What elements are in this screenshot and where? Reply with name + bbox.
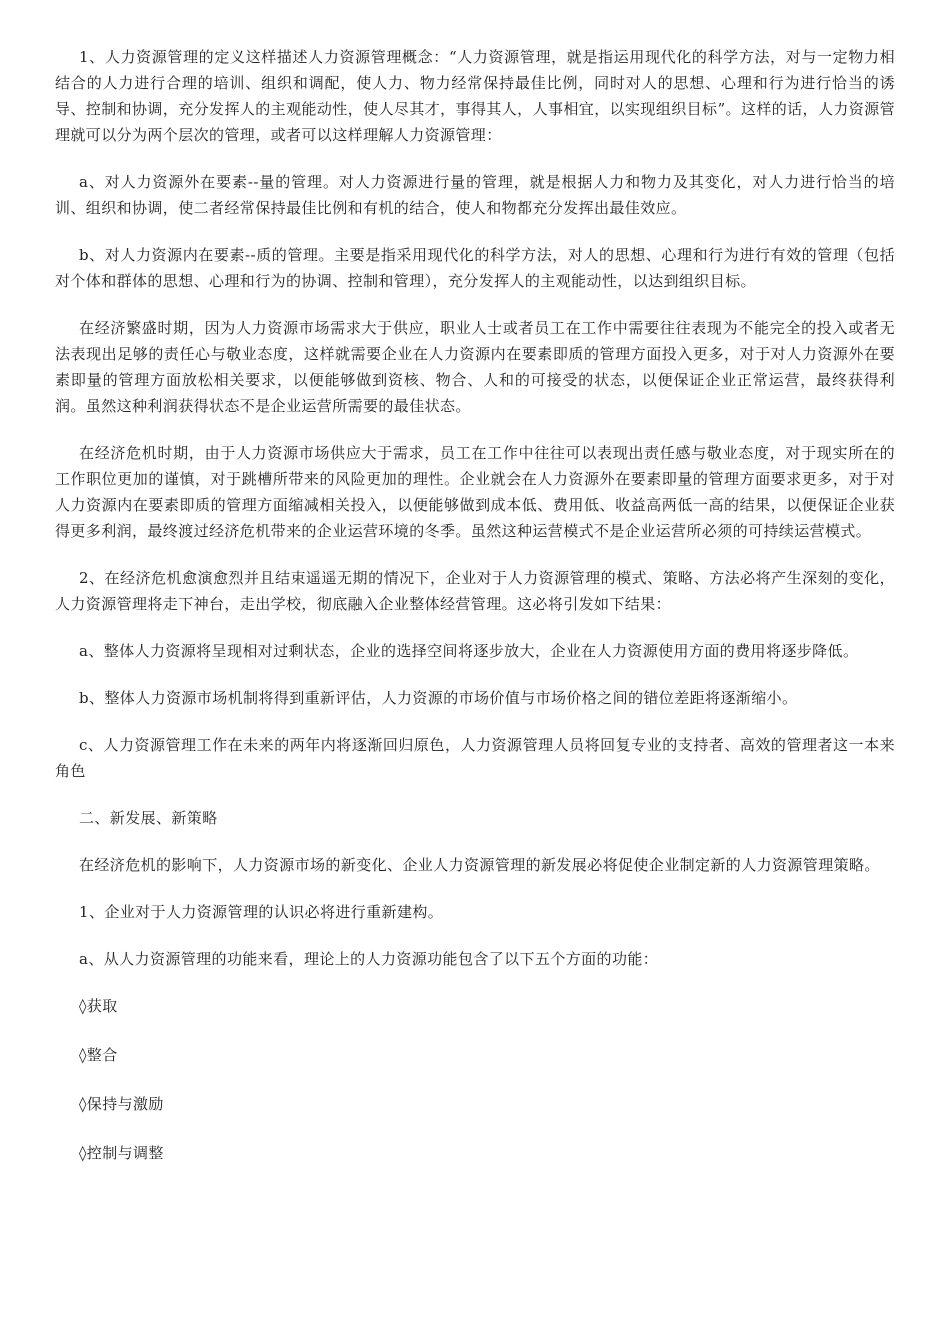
document-page <box>55 44 895 1189</box>
paragraph-functions: a、从人力资源管理的功能来看，理论上的人力资源功能包含了以下五个方面的功能： <box>79 950 659 968</box>
paragraph-quantity-management: a、对人力资源外在要素--量的管理。对人力资源进行量的管理，就是根据人力和物力及其变化，对人力进行恰当的培训、组织和协调，使二者经常保持最佳比例和有机的结合，使人和物都充分发挥出最佳效应。 <box>55 173 895 217</box>
list-item-integrate: ◊整合 <box>79 1046 118 1064</box>
paragraph-reconstruct: 1、企业对于人力资源管理的认识必将进行重新建构。 <box>79 903 444 921</box>
paragraph-crisis-period: 在经济危机时期，由于人力资源市场供应大于需求，员工在工作中往往可以表现出责任感与敬业态度，对于现实所在的工作职位更加的谨慎，对于跳槽所带来的风险更加的理性。企业就会在人力资源外在要素即量的管理方面要求更多，对于对人力资源内在要素即质的管理方面缩减相关投入，以便能够做到成本低、费用低、收益高两低一高的结果，以便保证企业获得更多利润，最终渡过经济危机带来的企业运营环境的冬季。虽然这种运营模式不是企业运营所必须的可持续运营模式。 <box>55 444 895 540</box>
paragraph-result-b: b、整体人力资源市场机制将得到重新评估，人力资源的市场价值与市场价格之间的错位差距将逐渐缩小。 <box>79 689 798 707</box>
paragraph-quality-management: b、对人力资源内在要素--质的管理。主要是指采用现代化的科学方法，对人的思想、心理和行为进行有效的管理（包括对个体和群体的思想、心理和行为的协调、控制和管理），充分发挥人的主观能动性，以达到组织目标。 <box>55 246 895 290</box>
list-item-control-adjust: ◊控制与调整 <box>79 1144 164 1162</box>
paragraph-prosperity-period: 在经济繁盛时期，因为人力资源市场需求大于供应，职业人士或者员工在工作中需要往往表现为不能完全的投入或者无法表现出足够的责任心与敬业态度，这样就需要企业在人力资源内在要素即质的管理方面投入更多，对于对人力资源外在要素即量的管理方面放松相关要求，以便能够做到资核、物合、人和的可接受的状态，以便保证企业正常运营，最终获得利润。虽然这种利润获得状态不是企业运营所需要的最佳状态。 <box>55 319 895 415</box>
list-item-retain-motivate: ◊保持与激励 <box>79 1095 164 1113</box>
paragraph-crisis-intensifying: 2、在经济危机愈演愈烈并且结束遥遥无期的情况下，企业对于人力资源管理的模式、策略、方法必将产生深刻的变化，人力资源管理将走下神台，走出学校，彻底融入企业整体经营管理。这必将引发如下结果： <box>55 569 895 613</box>
paragraph-result-a: a、整体人力资源将呈现相对过剩状态，企业的选择空间将逐步放大，企业在人力资源使用方面的费用将逐步降低。 <box>79 642 859 660</box>
section-heading: 二、新发展、新策略 <box>79 809 218 827</box>
paragraph-new-strategy: 在经济危机的影响下，人力资源市场的新变化、企业人力资源管理的新发展必将促使企业制定新的人力资源管理策略。 <box>79 856 880 874</box>
paragraph-result-c: c、人力资源管理工作在未来的两年内将逐渐回归原色，人力资源管理人员将回复专业的支持者、高效的管理者这一本来角色 <box>55 736 895 780</box>
list-item-acquire: ◊获取 <box>79 997 118 1015</box>
paragraph-definition: 1、人力资源管理的定义这样描述人力资源管理概念：“人力资源管理，就是指运用现代化的科学方法，对与一定物力相结合的人力进行合理的培训、组织和调配，使人力、物力经常保持最佳比例，同时对人的思想、心理和行为进行恰当的诱导、控制和协调，充分发挥人的主观能动性，使人尽其才，事得其人，人事相宜，以实现组织目标”。这样的话，人力资源管理就可以分为两个层次的管理，或者可以这样理解人力资源管理： <box>55 48 895 144</box>
